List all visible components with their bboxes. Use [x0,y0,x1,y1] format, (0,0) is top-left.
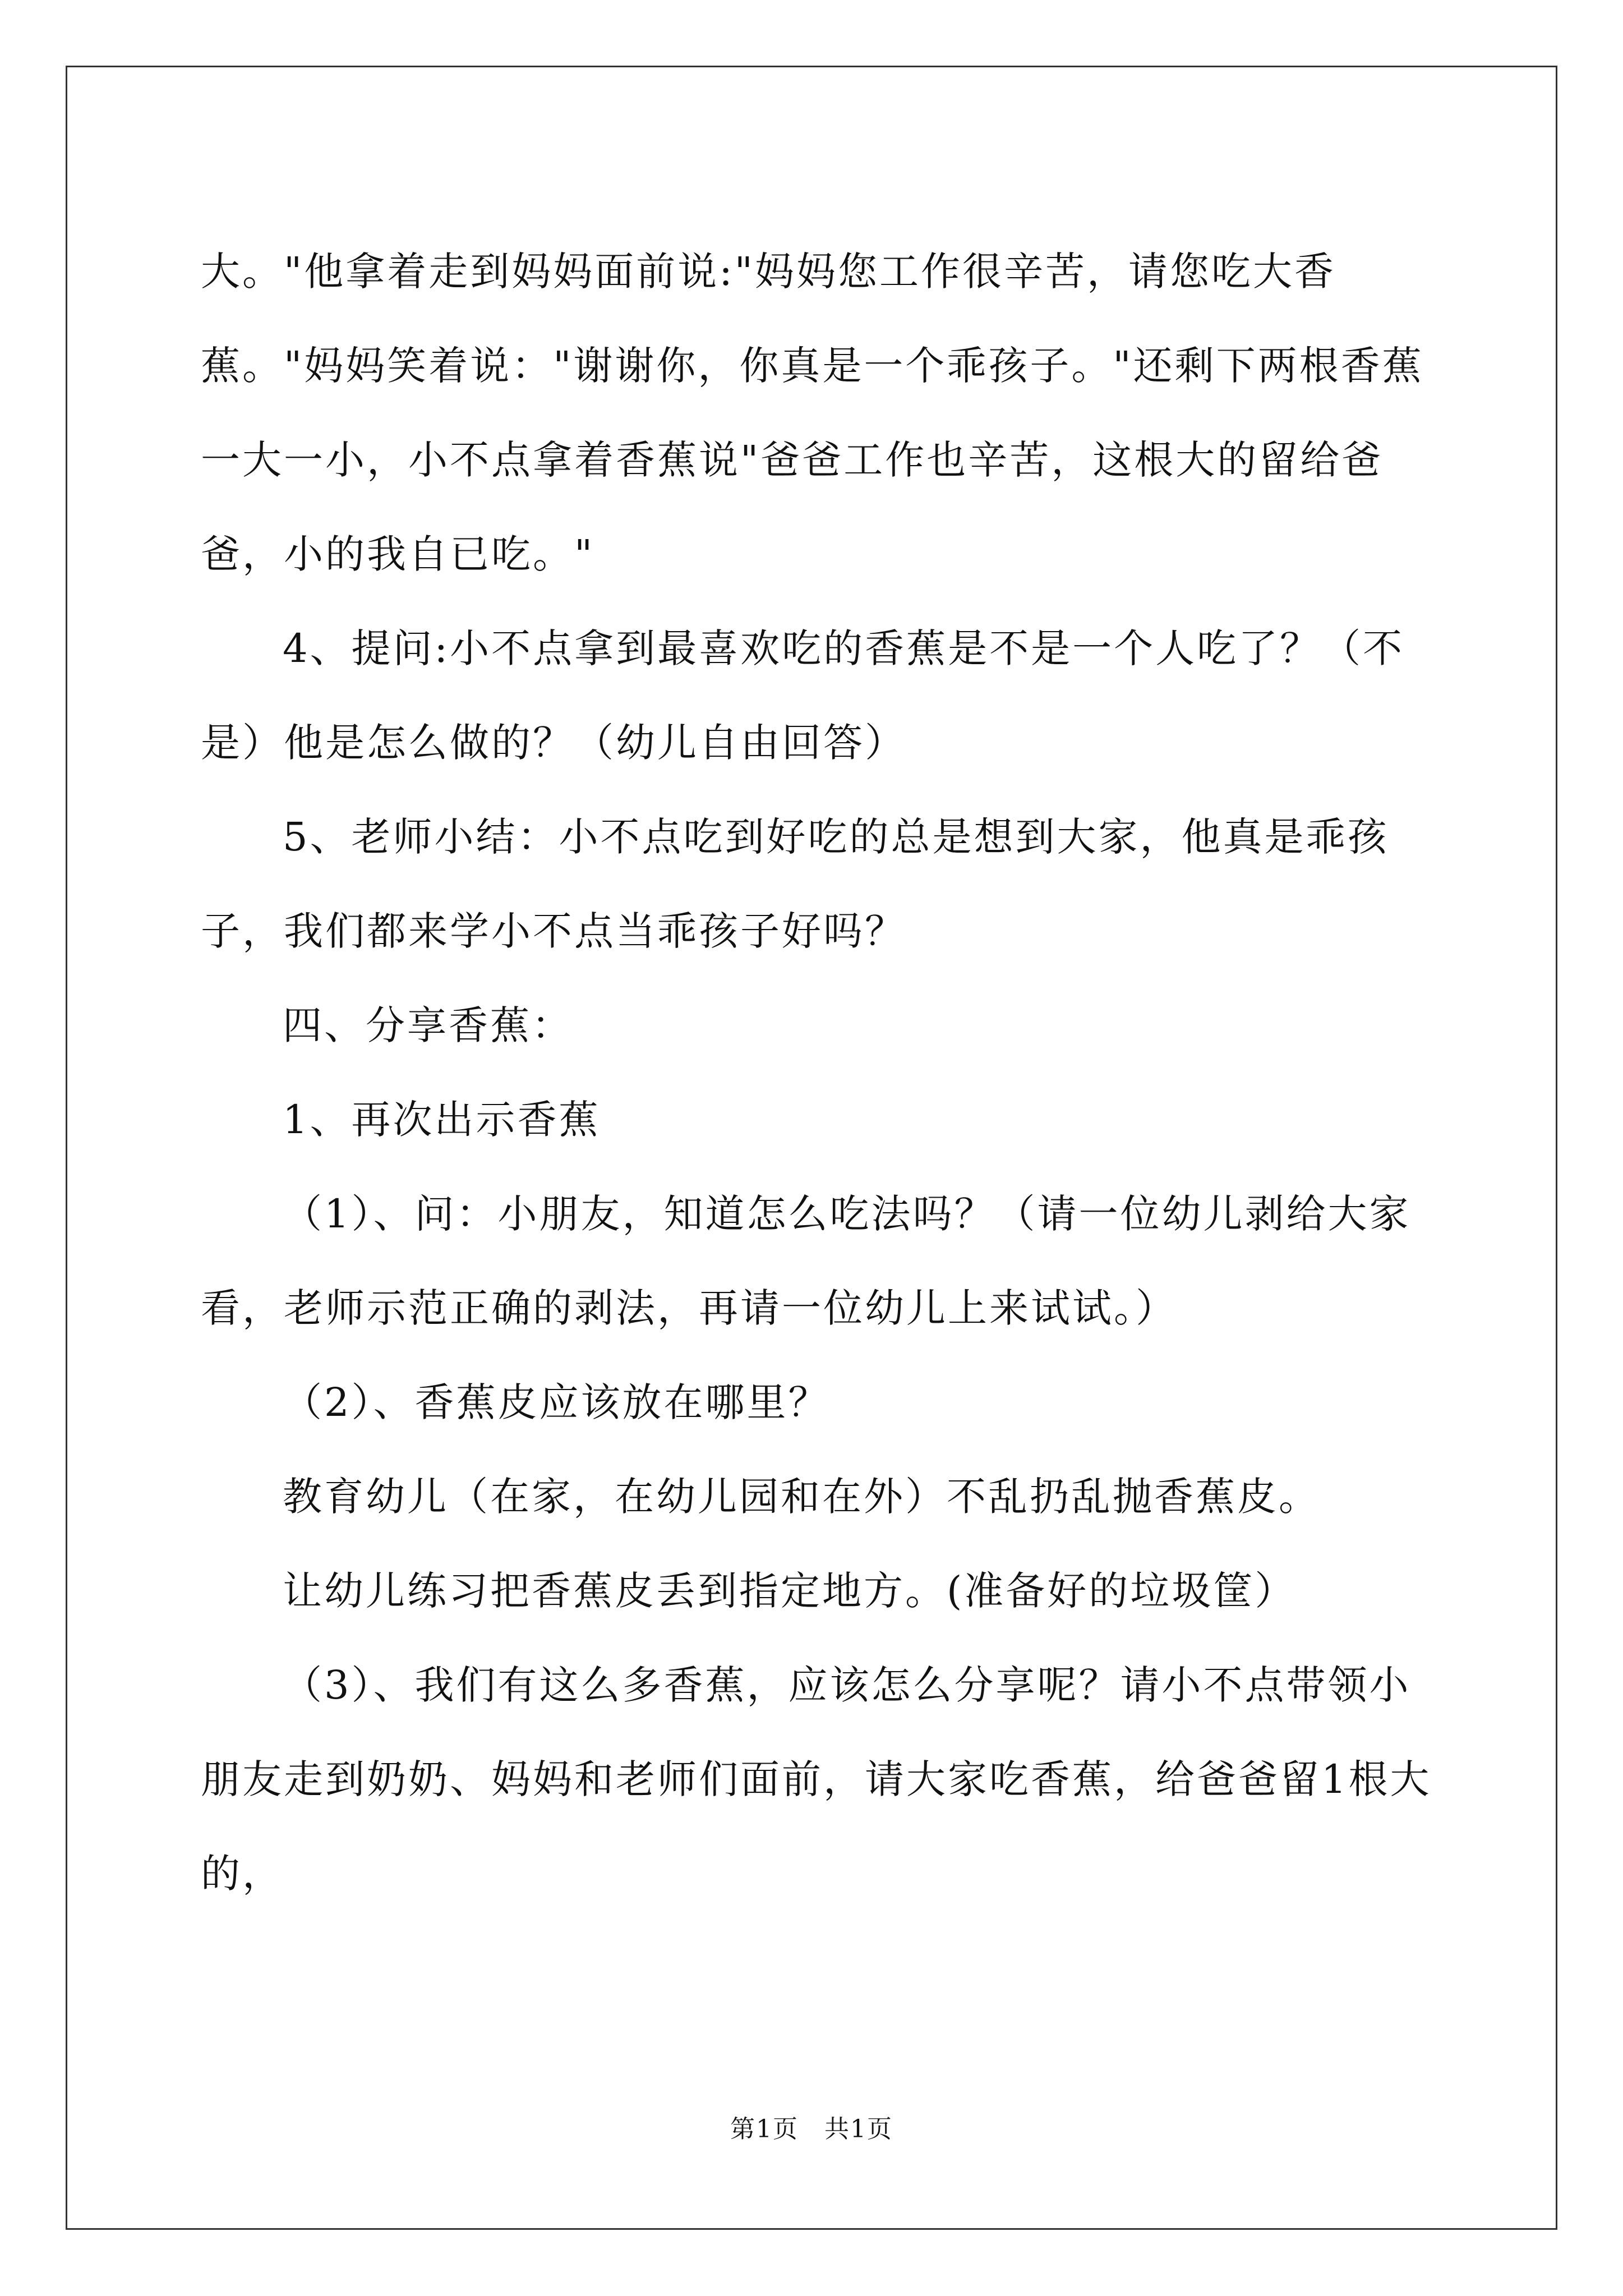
paragraph-1: 大。"他拿着走到妈妈面前说:"妈妈您工作很辛苦，请您吃大香蕉。"妈妈笑着说："谢谢你，你真是一个乖孩子。"还剩下两根香蕉一大一小，小不点拿着香蕉说"爸爸工作也辛苦，这根大的留给爸爸，小的我自已吃。" [201,249,1424,577]
paragraph-10: （3）、我们有这么多香蕉，应该怎么分享呢？请小不点带领小朋友走到奶奶、妈妈和老师们面前，请大家吃香蕉，给爸爸留1根大的， [201,1662,1432,1897]
paragraph-9: 让幼儿练习把香蕉皮丢到指定地方。(准备好的垃圾筐） [283,1568,1297,1614]
paragraph-5: 1、再次出示香蕉 [283,1097,601,1143]
page-footer: 第1页 共1页 [730,2115,893,2143]
section-heading: 四、分享香蕉： [283,1002,573,1048]
paragraph-2: 4、提问:小不点拿到最喜欢吃的香蕉是不是一个人吃了？（不是）他是怎么做的？（幼儿自由回答） [201,625,1405,766]
document-body [201,224,1451,1921]
paragraph-8: 教育幼儿（在家，在幼儿园和在外）不乱扔乱抛香蕉皮。 [283,1474,1320,1520]
paragraph-7: （2）、香蕉皮应该放在哪里？ [283,1379,830,1425]
paragraph-6: （1）、问：小朋友，知道怎么吃法吗？（请一位幼儿剥给大家看，老师示范正确的剥法，再请一位幼儿上来试试。） [201,1191,1411,1331]
paragraph-3: 5、老师小结：小不点吃到好吃的总是想到大家，他真是乖孩子，我们都来学小不点当乖孩子好吗？ [201,814,1389,954]
